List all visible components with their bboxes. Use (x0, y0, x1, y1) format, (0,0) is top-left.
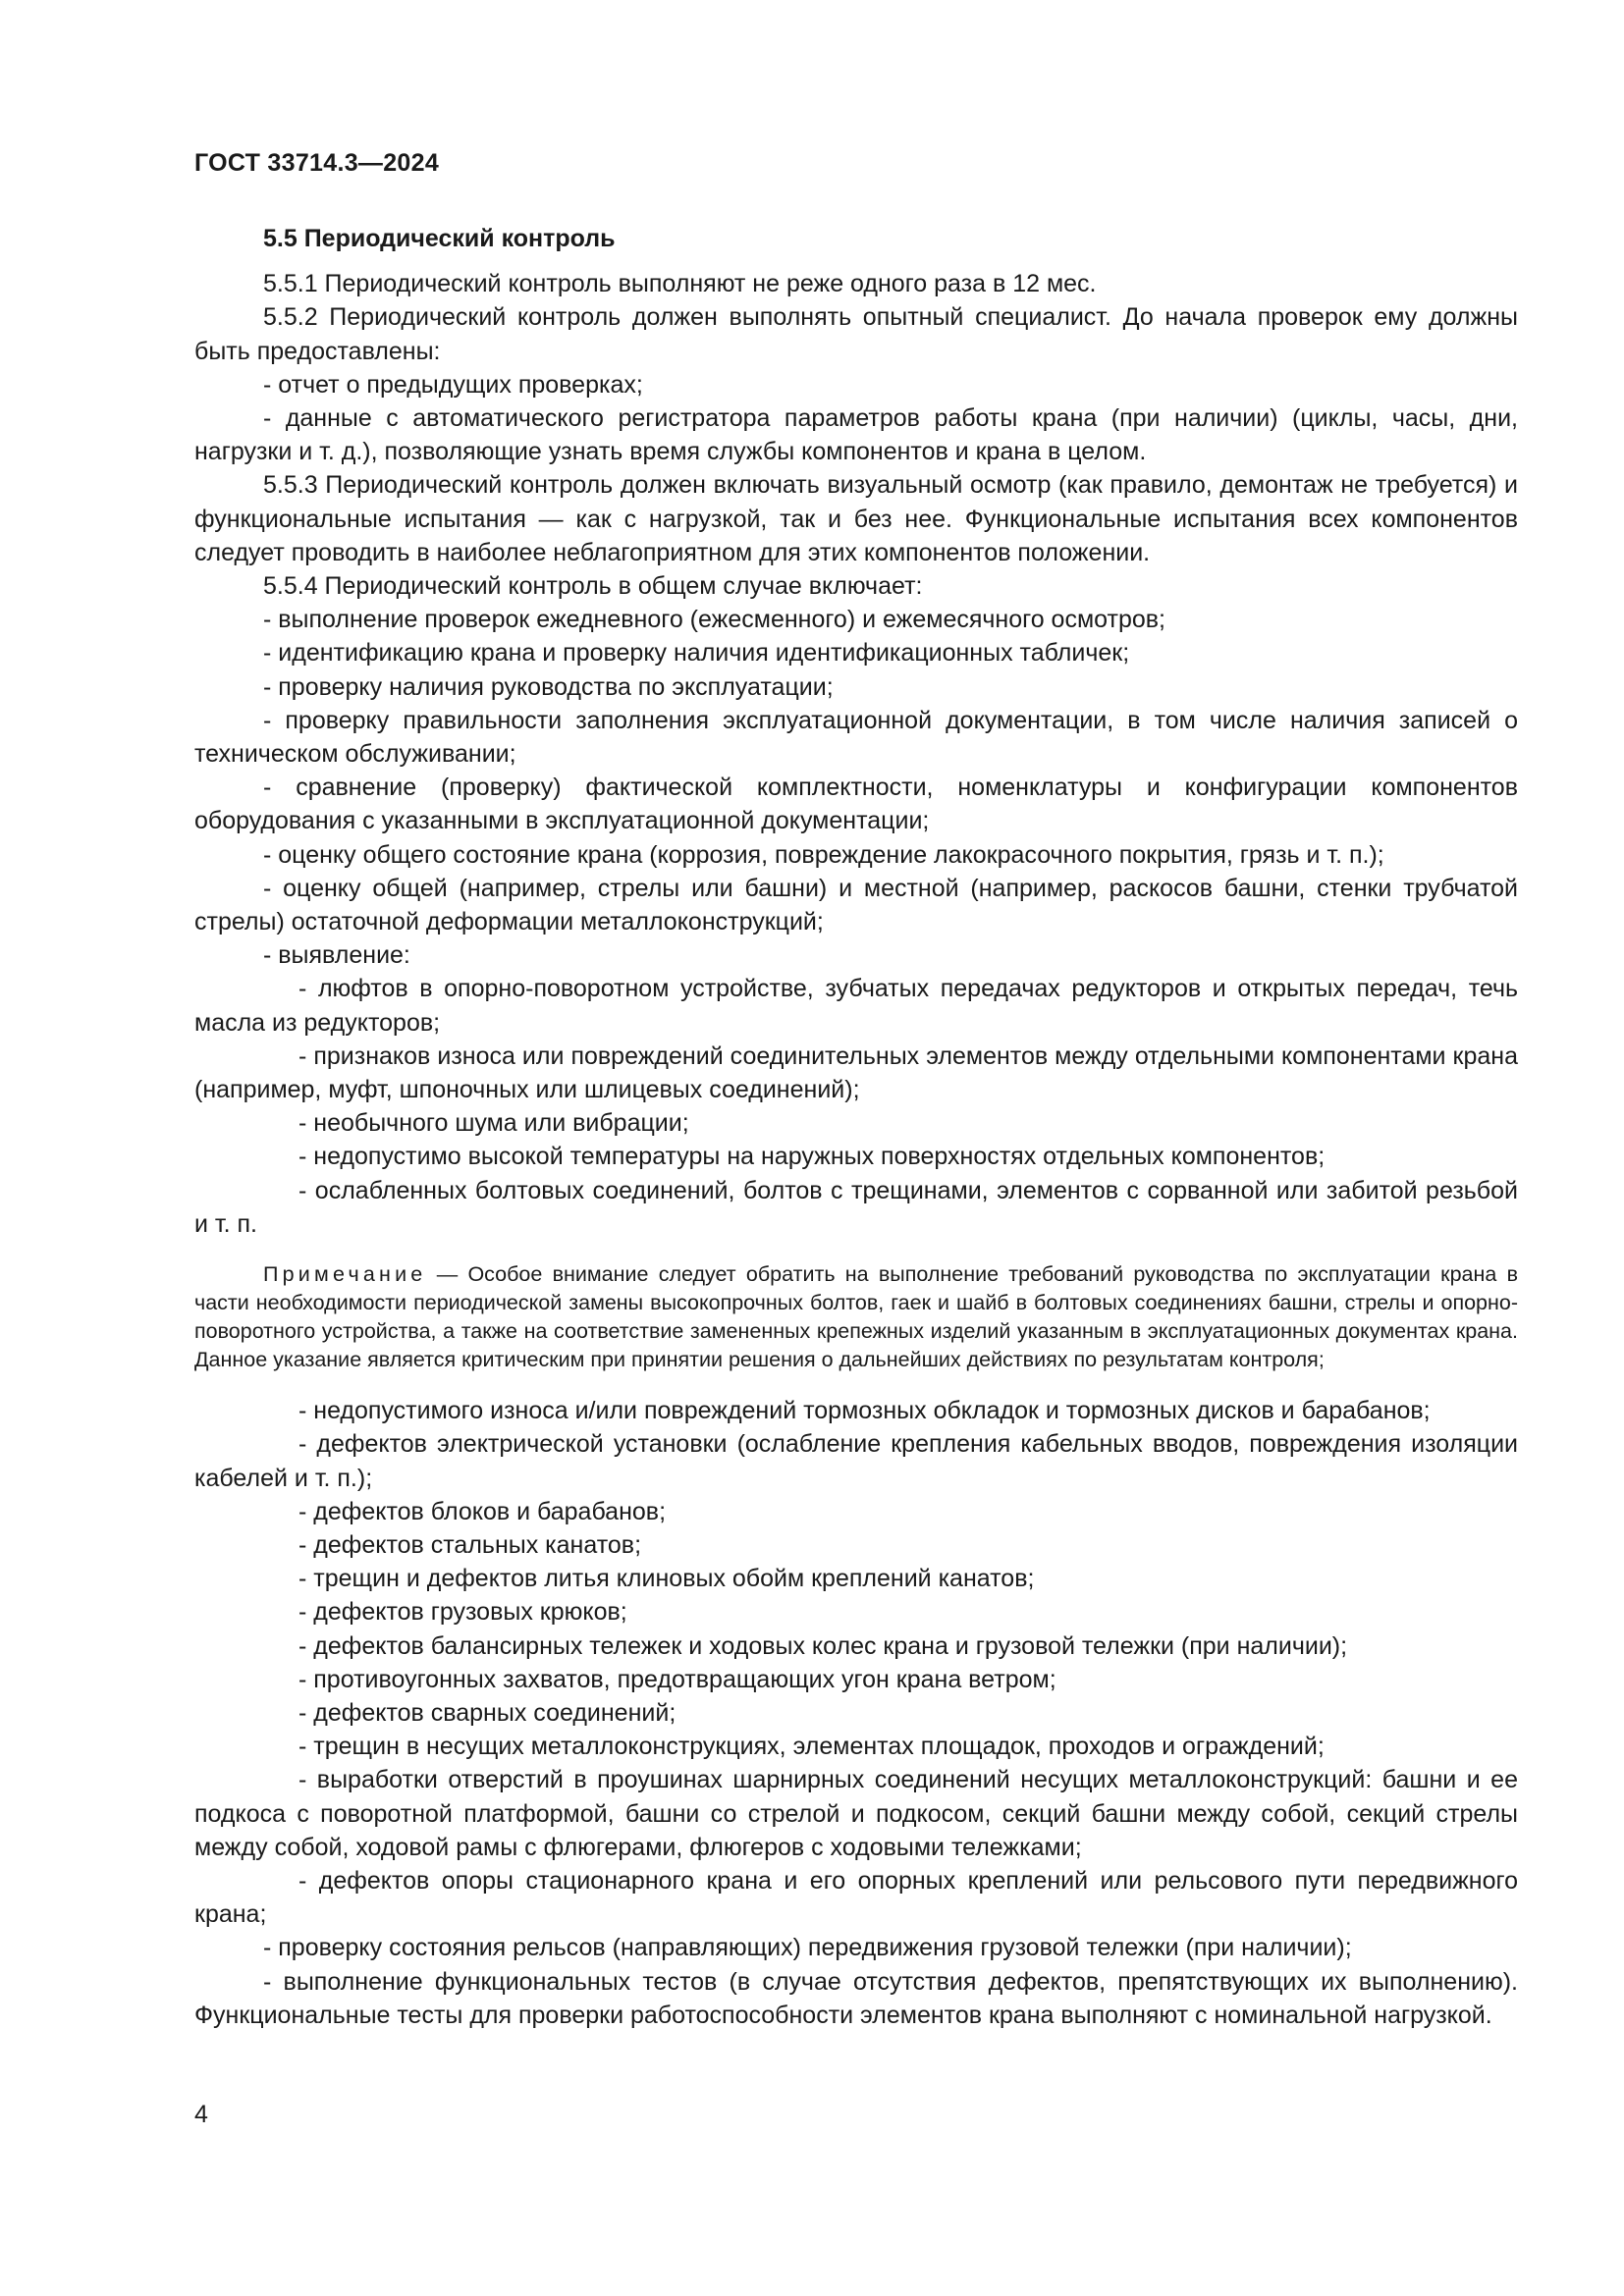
list-item: - отчет о предыдущих проверках; (263, 370, 643, 399)
sub-list-item: - противоугонных захватов, предотвращающих угон крана ветром; (298, 1665, 1056, 1693)
sub-list-item: - дефектов блоков и барабанов; (298, 1497, 667, 1525)
list-item: - выявление: (263, 941, 410, 970)
sub-list-item: - необычного шума или вибрации; (298, 1109, 689, 1138)
list-item: - идентификацию крана и проверку наличия идентификационных табличек; (263, 639, 1130, 667)
list-item: - данные с автоматического регистратора параметров работы крана (при наличии) (циклы, часы, дни, нагрузки и т. д.), позволяющие узнать время службы компонентов и крана в целом. (194, 404, 1518, 466)
section-title: 5.5 Периодический контроль (263, 225, 616, 252)
paragraph-5-5-3: 5.5.3 Периодический контроль должен включать визуальный осмотр (как правило, демонтаж не требуется) и функциональные испытания — как с нагрузкой, так и без нее. Функциональные испытания всех компонентов следует проводить в наиболее неблагоприятном для этих компонентов положении. (194, 471, 1518, 566)
list-item: - сравнение (проверку) фактической комплектности, номенклатуры и конфигурации компонентов оборудования с указанными в эксплуатационной документации; (194, 774, 1518, 835)
sub-list-item: - трещин и дефектов литья клиновых обойм креплений канатов; (298, 1565, 1035, 1593)
note-text: — Особое внимание следует обратить на выполнение требований руководства по эксплуатации крана в части необходимости периодической замены высокопрочных болтов, гаек и шайб в болтовых соединениях башни, стрелы и опорно-поворотного устройства, а также на соответствие замененных крепежных изделий указанным в эксплуатационных документах крана. Данное указание является критическим при принятии решения о дальнейших действиях по результатам контроля; (194, 1262, 1518, 1372)
list-item: - оценку общей (например, стрелы или башни) и местной (например, раскосов башни, стенки трубчатой стрелы) остаточной деформации металлоконструкций; (194, 874, 1518, 936)
note (194, 1260, 1518, 1374)
sub-list-item: - люфтов в опорно-поворотном устройстве, зубчатых передачах редукторов и открытых передач, течь масла из редукторов; (194, 975, 1518, 1037)
document-body (194, 222, 1518, 2032)
sub-list-item: - дефектов сварных соединений; (298, 1698, 677, 1727)
list-item: - выполнение функциональных тестов (в случае отсутствия дефектов, препятствующих их выполнению). Функциональные тесты для проверки работоспособности элементов крана выполняют с номинальной нагрузкой. (194, 1967, 1518, 2029)
sub-list-item: - выработки отверстий в проушинах шарнирных соединений несущих металлоконструкций: башни и ее подкоса с поворотной платформой, башни со стрелой и подкосом, секций башни между собой, секций стрелы между собой, ходовой рамы с флюгерами, флюгеров с ходовыми тележками; (194, 1766, 1518, 1861)
document-code-header: ГОСТ 33714.3—2024 (194, 149, 440, 177)
paragraph-5-5-4: 5.5.4 Периодический контроль в общем случае включает: (263, 572, 923, 601)
sub-list-item: - недопустимого износа и/или повреждений тормозных обкладок и тормозных дисков и барабанов; (298, 1397, 1431, 1425)
paragraph-5-5-2: 5.5.2 Периодический контроль должен выполнять опытный специалист. До начала проверок ему должны быть предоставлены: (194, 303, 1518, 365)
sub-list-item: - дефектов грузовых крюков; (298, 1598, 627, 1627)
list-item: - выполнение проверок ежедневного (ежесменного) и ежемесячного осмотров; (263, 606, 1165, 634)
sub-list-item: - дефектов стальных канатов; (298, 1530, 642, 1559)
sub-list-item: - признаков износа или повреждений соединительных элементов между отдельными компонентами крана (например, муфт, шпоночных или шлицевых соединений); (194, 1041, 1518, 1104)
sub-list-item: - дефектов опоры стационарного крана и его опорных креплений или рельсового пути передвижного крана; (194, 1866, 1518, 1929)
sub-list-item: - дефектов балансирных тележек и ходовых колес крана и грузовой тележки (при наличии); (298, 1631, 1348, 1660)
note-label: Примечание (263, 1262, 427, 1287)
list-item: - проверку состояния рельсов (направляющих) передвижения грузовой тележки (при наличии); (263, 1934, 1352, 1962)
sub-list-item: - ослабленных болтовых соединений, болтов с трещинами, элементов с сорванной или забитой резьбой и т. п. (194, 1176, 1518, 1238)
sub-list-item: - трещин в несущих металлоконструкциях, элементах площадок, проходов и ограждений; (298, 1733, 1325, 1761)
paragraph-5-5-1: 5.5.1 Периодический контроль выполняют не реже одного раза в 12 мес. (263, 270, 1097, 298)
page-number: 4 (194, 2101, 208, 2128)
list-item: - проверку наличия руководства по эксплуатации; (263, 672, 834, 701)
sub-list-item: - дефектов электрической установки (ослабление крепления кабельных вводов, повреждения изоляции кабелей и т. п.); (194, 1430, 1518, 1492)
list-item: - оценку общего состояние крана (коррозия, повреждение лакокрасочного покрытия, грязь и т. п.); (263, 840, 1384, 869)
sub-list-item: - недопустимо высокой температуры на наружных поверхностях отдельных компонентов; (298, 1143, 1326, 1171)
list-item: - проверку правильности заполнения эксплуатационной документации, в том числе наличия записей о техническом обслуживании; (194, 706, 1518, 769)
